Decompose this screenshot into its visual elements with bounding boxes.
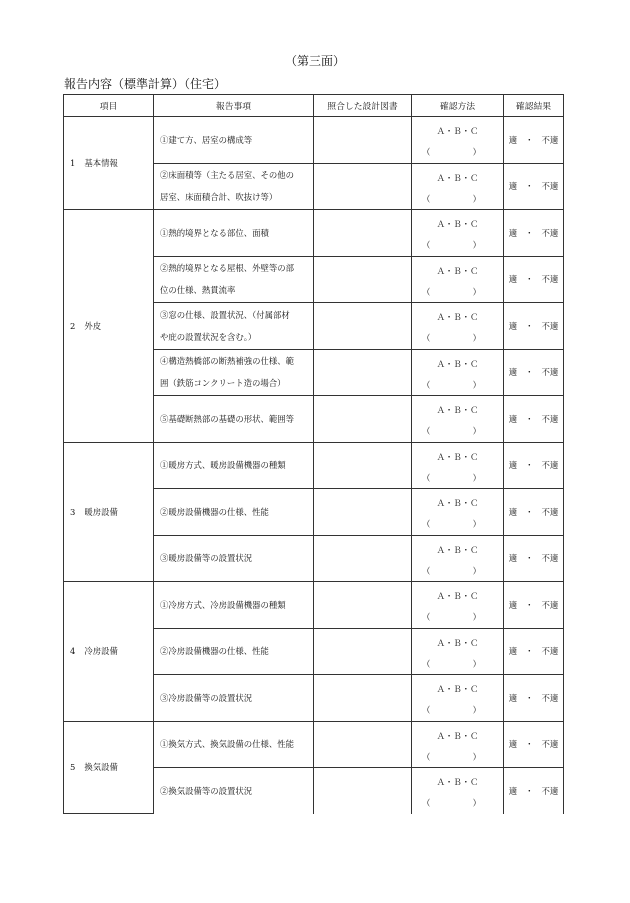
report-item-line: 居室、床面積合計、吹抜け等） xyxy=(160,192,278,203)
result-pass[interactable]: 適 xyxy=(508,506,518,517)
design-doc-cell[interactable] xyxy=(314,489,412,536)
result-fail[interactable]: 不適 xyxy=(541,413,559,424)
check-method-options[interactable]: Ａ・Ｂ・Ｃ xyxy=(436,591,479,601)
check-method-paren-close: ） xyxy=(472,240,481,250)
result-fail[interactable]: 不適 xyxy=(541,181,559,192)
result-pass[interactable]: 適 xyxy=(508,692,518,703)
report-item xyxy=(154,163,314,210)
group-number: 5 xyxy=(70,762,76,773)
check-method-cell[interactable] xyxy=(412,442,504,489)
check-result-cell[interactable] xyxy=(504,768,564,814)
check-method-options[interactable]: Ａ・Ｂ・Ｃ xyxy=(436,126,479,136)
report-item xyxy=(154,489,314,536)
result-fail[interactable]: 不適 xyxy=(541,506,559,517)
result-separator: ・ xyxy=(525,506,534,517)
result-fail[interactable]: 不適 xyxy=(541,134,559,145)
design-doc-cell[interactable] xyxy=(314,303,412,350)
check-method-options[interactable]: Ａ・Ｂ・Ｃ xyxy=(436,405,479,415)
check-method-cell[interactable] xyxy=(412,675,504,722)
check-method-paren-open: （ xyxy=(422,519,431,529)
design-doc-cell[interactable] xyxy=(314,535,412,582)
check-result-cell[interactable] xyxy=(504,117,564,164)
report-item-line: ③窓の仕様、設置状況、（付属部材 xyxy=(160,309,290,320)
check-result-cell[interactable] xyxy=(504,628,564,675)
check-method-options[interactable]: Ａ・Ｂ・Ｃ xyxy=(436,777,479,787)
design-doc-cell[interactable] xyxy=(314,256,412,303)
design-doc-cell[interactable] xyxy=(314,163,412,210)
group-number: 4 xyxy=(70,646,76,657)
result-fail[interactable]: 不適 xyxy=(541,692,559,703)
result-fail[interactable]: 不適 xyxy=(541,274,559,285)
check-method-paren-open: （ xyxy=(422,565,431,576)
result-separator: ・ xyxy=(525,785,534,796)
check-method-options[interactable]: Ａ・Ｂ・Ｃ xyxy=(436,451,479,462)
group-title: 換気設備 xyxy=(84,762,118,773)
result-fail[interactable]: 不適 xyxy=(541,739,559,750)
check-method-paren-close: ） xyxy=(472,612,481,622)
design-doc-cell[interactable] xyxy=(314,210,412,257)
page-label: （第三面） xyxy=(284,54,345,68)
result-separator: ・ xyxy=(525,553,534,564)
result-separator: ・ xyxy=(525,227,534,238)
check-method-cell[interactable] xyxy=(412,210,504,257)
group-title: 暖房設備 xyxy=(84,506,118,517)
result-pass[interactable]: 適 xyxy=(508,646,518,657)
report-item-line: ①建て方、居室の構成等 xyxy=(160,134,253,145)
check-method-paren-open: （ xyxy=(422,426,431,436)
group-label xyxy=(64,721,154,814)
report-table xyxy=(63,94,564,814)
check-result-cell[interactable] xyxy=(504,349,564,396)
report-item-line: ③冷房設備等の設置状況 xyxy=(160,692,253,703)
check-result-cell[interactable] xyxy=(504,256,564,303)
col-header-design-docs: 照合した設計図書 xyxy=(314,95,412,117)
result-separator: ・ xyxy=(525,739,534,750)
check-result-cell[interactable] xyxy=(504,303,564,350)
design-doc-cell[interactable] xyxy=(314,117,412,164)
check-method-cell[interactable] xyxy=(412,117,504,164)
report-item-line: ①暖房方式、暖房設備機器の種類 xyxy=(160,460,286,471)
check-method-paren-close: ） xyxy=(472,147,481,157)
check-method-cell[interactable] xyxy=(412,256,504,303)
result-pass[interactable]: 適 xyxy=(508,553,518,564)
check-method-cell[interactable] xyxy=(412,396,504,443)
check-method-cell[interactable] xyxy=(412,349,504,396)
table-row xyxy=(64,442,564,489)
result-pass[interactable]: 適 xyxy=(508,413,518,424)
check-result-cell[interactable] xyxy=(504,489,564,536)
check-result-cell[interactable] xyxy=(504,721,564,768)
table-body xyxy=(64,117,564,814)
check-method-paren-close: ） xyxy=(472,286,481,297)
check-method-paren-open: （ xyxy=(422,751,431,762)
result-separator: ・ xyxy=(525,320,534,331)
check-method-paren-close: ） xyxy=(472,333,481,343)
result-pass[interactable]: 適 xyxy=(508,181,518,192)
check-method-options[interactable]: Ａ・Ｂ・Ｃ xyxy=(436,637,479,648)
report-item-line: ②熱的境界となる屋根、外壁等の部 xyxy=(160,263,294,274)
check-method-options[interactable]: Ａ・Ｂ・Ｃ xyxy=(436,684,479,694)
check-method-paren-open: （ xyxy=(422,147,431,157)
report-item-line: ①冷房方式、冷房設備機器の種類 xyxy=(160,599,286,610)
col-header-item: 項目 xyxy=(64,95,154,117)
check-method-paren-close: ） xyxy=(472,565,481,576)
table-row xyxy=(64,210,564,257)
report-item-line: や庇の設置状況を含む。） xyxy=(160,331,257,342)
check-method-options[interactable]: Ａ・Ｂ・Ｃ xyxy=(436,265,479,276)
check-method-paren-open: （ xyxy=(422,658,431,669)
result-separator: ・ xyxy=(525,274,534,285)
col-header-report-matter: 報告事項 xyxy=(154,95,314,117)
check-method-paren-open: （ xyxy=(422,193,431,204)
result-separator: ・ xyxy=(525,692,534,703)
result-separator: ・ xyxy=(525,181,534,192)
report-item xyxy=(154,768,314,814)
check-result-cell[interactable] xyxy=(504,442,564,489)
result-fail[interactable]: 不適 xyxy=(541,367,559,378)
check-method-paren-close: ） xyxy=(472,798,481,808)
report-item xyxy=(154,628,314,675)
result-pass[interactable]: 適 xyxy=(508,320,518,331)
result-fail[interactable]: 不適 xyxy=(541,646,559,657)
result-pass[interactable]: 適 xyxy=(508,739,518,750)
check-method-options[interactable]: Ａ・Ｂ・Ｃ xyxy=(436,498,479,508)
report-item xyxy=(154,442,314,489)
group-label xyxy=(64,210,154,443)
check-method-cell[interactable] xyxy=(412,628,504,675)
group-label xyxy=(64,117,154,210)
check-method-options[interactable]: Ａ・Ｂ・Ｃ xyxy=(436,312,479,322)
result-pass[interactable]: 適 xyxy=(508,367,518,378)
check-method-paren-open: （ xyxy=(422,705,431,715)
design-doc-cell[interactable] xyxy=(314,628,412,675)
result-pass[interactable]: 適 xyxy=(508,460,518,471)
result-fail[interactable]: 不適 xyxy=(541,320,559,331)
result-fail[interactable]: 不適 xyxy=(541,553,559,564)
check-method-paren-open: （ xyxy=(422,333,431,343)
report-item xyxy=(154,721,314,768)
group-title: 外皮 xyxy=(84,320,102,331)
col-header-check-result: 確認結果 xyxy=(504,95,564,117)
check-method-paren-open: （ xyxy=(422,798,431,808)
check-method-paren-close: ） xyxy=(472,193,481,204)
check-result-cell[interactable] xyxy=(504,582,564,629)
col-header-check-method: 確認方法 xyxy=(412,95,504,117)
design-doc-cell[interactable] xyxy=(314,768,412,814)
report-item-line: ②冷房設備機器の仕様、性能 xyxy=(160,646,269,657)
check-method-paren-close: ） xyxy=(472,379,481,390)
result-separator: ・ xyxy=(525,367,534,378)
report-item xyxy=(154,582,314,629)
check-method-paren-open: （ xyxy=(422,379,431,390)
report-item xyxy=(154,396,314,443)
report-item-line: 囲（鉄筋コンクリート造の場合） xyxy=(160,378,286,389)
check-method-cell[interactable] xyxy=(412,163,504,210)
result-separator: ・ xyxy=(525,460,534,471)
report-item-line: ③暖房設備等の設置状況 xyxy=(160,553,253,564)
check-method-cell[interactable] xyxy=(412,535,504,582)
check-method-cell[interactable] xyxy=(412,582,504,629)
report-item-line: ②床面積等（主たる居室、その他の xyxy=(160,170,294,181)
check-method-options[interactable]: Ａ・Ｂ・Ｃ xyxy=(436,172,479,183)
result-separator: ・ xyxy=(525,134,534,145)
report-item-line: ①換気方式、換気設備の仕様、性能 xyxy=(160,739,294,750)
result-fail[interactable]: 不適 xyxy=(541,460,559,471)
report-item xyxy=(154,256,314,303)
check-method-options[interactable]: Ａ・Ｂ・Ｃ xyxy=(436,730,479,741)
check-result-cell[interactable] xyxy=(504,210,564,257)
design-doc-cell[interactable] xyxy=(314,396,412,443)
check-method-paren-open: （ xyxy=(422,472,431,483)
report-item-line: 位の仕様、熱貫流率 xyxy=(160,285,236,296)
group-title: 基本情報 xyxy=(84,158,118,168)
check-method-options[interactable]: Ａ・Ｂ・Ｃ xyxy=(436,358,479,369)
check-method-cell[interactable] xyxy=(412,768,504,814)
check-method-paren-close: ） xyxy=(472,426,481,436)
result-separator: ・ xyxy=(525,646,534,657)
design-doc-cell[interactable] xyxy=(314,721,412,768)
result-pass[interactable]: 適 xyxy=(508,227,518,238)
result-fail[interactable]: 不適 xyxy=(541,785,559,796)
check-method-cell[interactable] xyxy=(412,489,504,536)
result-separator: ・ xyxy=(525,413,534,424)
design-doc-cell[interactable] xyxy=(314,582,412,629)
table-header-row xyxy=(64,95,564,117)
check-result-cell[interactable] xyxy=(504,675,564,722)
check-method-paren-close: ） xyxy=(472,472,481,483)
table-row xyxy=(64,117,564,164)
report-item-line: ⑤基礎断熱部の基礎の形状、範囲等 xyxy=(160,413,294,424)
check-result-cell[interactable] xyxy=(504,535,564,582)
group-number: 3 xyxy=(70,506,76,517)
check-result-cell[interactable] xyxy=(504,396,564,443)
report-item xyxy=(154,210,314,257)
result-pass[interactable]: 適 xyxy=(508,785,518,796)
design-doc-cell[interactable] xyxy=(314,349,412,396)
report-item xyxy=(154,675,314,722)
report-item xyxy=(154,303,314,350)
result-pass[interactable]: 適 xyxy=(508,599,518,610)
report-item xyxy=(154,349,314,396)
check-method-paren-open: （ xyxy=(422,240,431,250)
check-method-cell[interactable] xyxy=(412,721,504,768)
check-method-paren-close: ） xyxy=(472,519,481,529)
report-item-line: ①熱的境界となる部位、面積 xyxy=(160,227,269,238)
table-row xyxy=(64,582,564,629)
group-number: 2 xyxy=(70,320,76,331)
check-method-cell[interactable] xyxy=(412,303,504,350)
group-label xyxy=(64,442,154,582)
check-method-paren-close: ） xyxy=(472,705,481,715)
group-number: 1 xyxy=(70,158,76,168)
check-result-cell[interactable] xyxy=(504,163,564,210)
report-item-line: ②換気設備等の設置状況 xyxy=(160,785,253,796)
table-row xyxy=(64,721,564,768)
result-pass[interactable]: 適 xyxy=(508,274,518,285)
check-method-paren-open: （ xyxy=(422,612,431,622)
report-item-line: ②暖房設備機器の仕様、性能 xyxy=(160,506,269,517)
section-title: 報告内容（標準計算）（住宅） xyxy=(64,77,227,91)
report-item xyxy=(154,535,314,582)
check-method-paren-close: ） xyxy=(472,751,481,762)
report-item-line: ④構造熱橋部の断熱補強の仕様、範 xyxy=(160,356,294,367)
group-label xyxy=(64,582,154,722)
design-doc-cell[interactable] xyxy=(314,675,412,722)
result-pass[interactable]: 適 xyxy=(508,134,518,145)
check-method-options[interactable]: Ａ・Ｂ・Ｃ xyxy=(436,219,479,229)
result-fail[interactable]: 不適 xyxy=(541,227,559,238)
check-method-paren-open: （ xyxy=(422,286,431,297)
result-separator: ・ xyxy=(525,599,534,610)
group-title: 冷房設備 xyxy=(84,646,118,657)
result-fail[interactable]: 不適 xyxy=(541,599,559,610)
design-doc-cell[interactable] xyxy=(314,442,412,489)
report-item xyxy=(154,117,314,164)
check-method-paren-close: ） xyxy=(472,658,481,669)
check-method-options[interactable]: Ａ・Ｂ・Ｃ xyxy=(436,544,479,555)
